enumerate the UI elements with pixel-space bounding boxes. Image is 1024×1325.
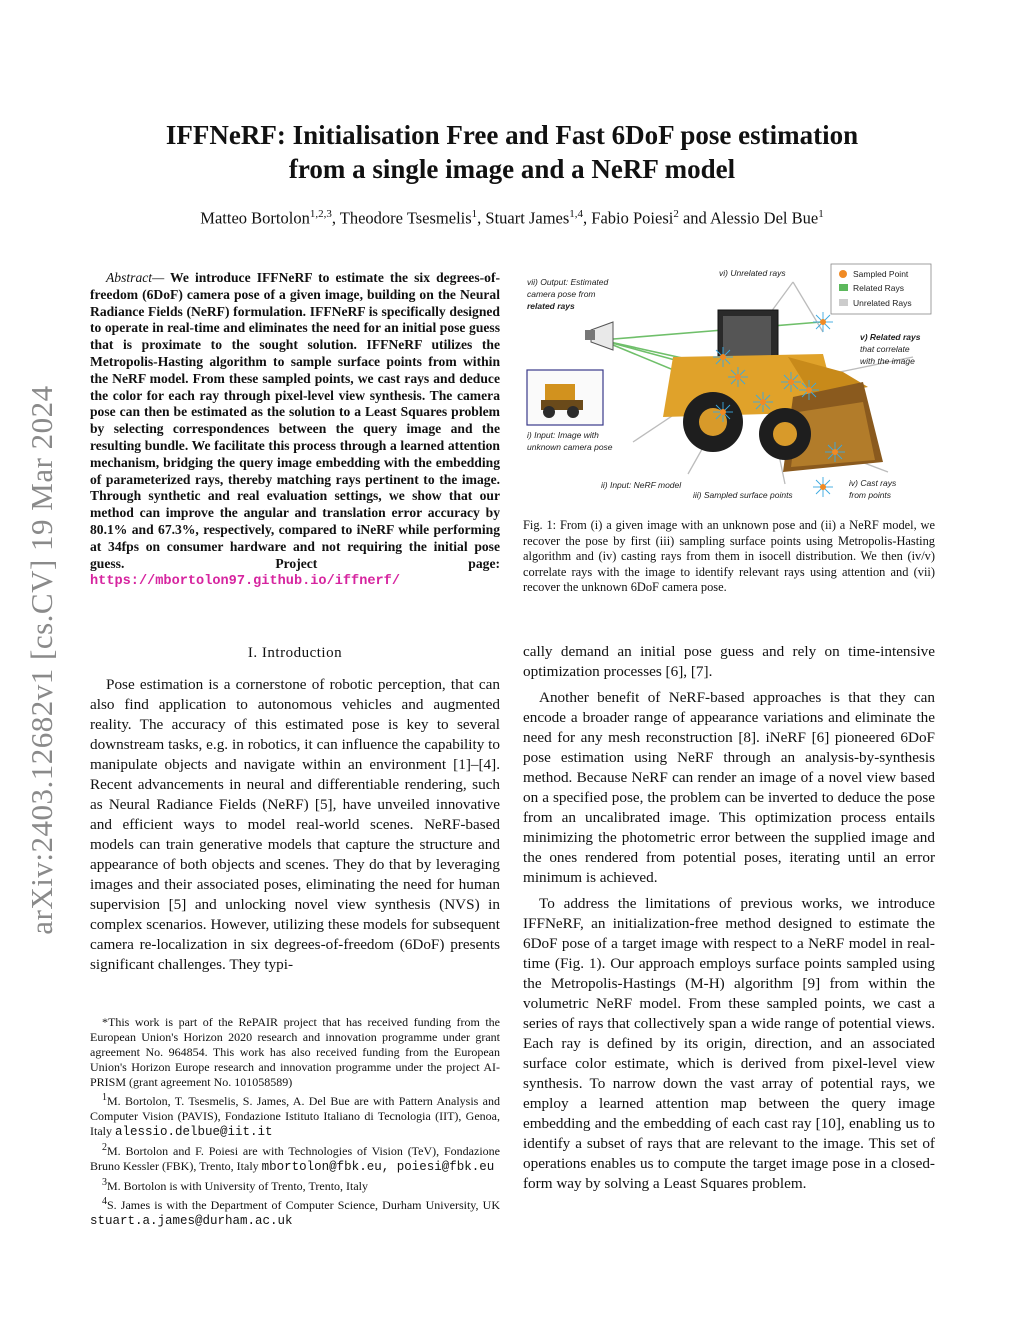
legend-label: Sampled Point — [853, 269, 909, 279]
camera-pose-icon — [585, 322, 613, 350]
label-output: vii) Output: Estimated — [527, 277, 609, 287]
title-line-1: IFFNeRF: Initialisation Free and Fast 6DoF pose estimation — [165, 120, 859, 150]
project-page-link[interactable]: https://mbortolon97.github.io/iffnerf/ — [90, 574, 400, 590]
arxiv-sidebar — [14, 330, 70, 990]
figure-legend — [831, 264, 931, 314]
wheel-loader-model — [663, 310, 883, 472]
footnote-mark: 2 — [102, 1142, 107, 1153]
arxiv-identifier: arXiv:2403.12682v1 [cs.CV] 19 Mar 2024 — [24, 385, 59, 935]
footnote-mark: 1 — [102, 1092, 107, 1103]
label-input-nerf: ii) Input: NeRF model — [601, 480, 682, 490]
footnote-funding: *This work is part of the RePAIR project that has received funding from the European Union's Horizon 2020 research and innovation programme under grant agreement No. 964854. This work has also received funding from the European Union's Horizon Europe research and innovation programme under the project AI-PRISM (grant agreement No. 101058589) — [90, 1015, 500, 1089]
label-sampled: iii) Sampled surface points — [693, 490, 793, 500]
legend-swatch-unrelated — [839, 299, 848, 306]
abstract: Abstract— We introduce IFFNeRF to estimate the six degrees-of-freedom (6DoF) camera pose of a given image, building on the Neural Radiance Fields (NeRF) formulation. IFFNeRF is specifically designed to operate in real-time and eliminates the need for an initial pose guess that is proximate to the sought solution. IFFNeRF utilizes the Metropolis-Hasting algorithm to sample surface points from within the NeRF model. From these sampled points, we cast rays and deduce the color for each ray through pixel-level view synthesis. The camera pose can then be estimated as the solution to a Least Squares problem by selecting correspondences between the query image and the resulting bundle. We facilitate this process through a learned attention mechanism, bridging the query image embedding with the embedding of parameterized rays, thereby matching rays pertinent to the image. Through synthetic and real evaluation settings, we show that our method can improve the angular and translation error accuracy by 80.1% and 67.3%, respectively, compared to iNeRF while performing at 34fps on consumer hardware and not requiring the initial pose guess. Project page: https://mbortolon97.github.io/iffnerf/ — [90, 270, 500, 590]
intro-right-column — [523, 642, 935, 1200]
footnote-mark: 4 — [102, 1196, 107, 1207]
email-link[interactable]: mbortolon@fbk.eu, poiesi@fbk.eu — [261, 1160, 495, 1174]
author-affiliation: 1,2,3 — [309, 208, 332, 220]
paper-title — [100, 118, 924, 186]
legend-swatch-related — [839, 284, 848, 291]
author-name: Theodore Tsesmelis — [339, 208, 472, 228]
legend-label: Unrelated Rays — [853, 298, 912, 308]
label-cast: from points — [849, 490, 892, 500]
footnote-affiliation-3: $^3$M. Bortolon is with University of Trento, Trento, Italy — [102, 1177, 369, 1193]
label-input-image: unknown camera pose — [527, 442, 613, 452]
figure-illustration — [523, 262, 935, 507]
author-name: Alessio Del Bue — [710, 208, 819, 228]
figure-1 — [523, 262, 935, 507]
footnote-affiliation-2: $^2$M. Bortolon and F. Poiesi are with Technologies of Vision (TeV), Fondazione Bruno Kessler (FBK), Trento, Italy mbortolon@fbk.eu, poiesi@fbk.eu — [90, 1142, 500, 1174]
author-affiliation: 1,4 — [569, 208, 584, 220]
footnote-affiliation-1: $^1$M. Bortolon, T. Tsesmelis, S. James, A. Del Bue are with Pattern Analysis and Computer Vision (PAVIS), Fondazione Istituto Italiano di Tecnologia (IIT), Genoa, Italy alessio.delbue@iit.it — [90, 1092, 500, 1139]
title-line-2: from a single image and a NeRF model — [288, 154, 736, 184]
author-name: Matteo Bortolon — [200, 208, 310, 228]
intro-left-column — [90, 675, 500, 975]
legend-swatch-sampled-point — [839, 270, 847, 278]
label-input-image: i) Input: Image with — [527, 430, 599, 440]
author-affiliation: 1 — [818, 208, 824, 220]
author-name: Fabio Poiesi — [591, 208, 674, 228]
footnotes — [90, 1015, 500, 1229]
email-link[interactable]: stuart.a.james@durham.ac.uk — [90, 1214, 293, 1228]
section-heading: I. Introduction — [247, 645, 343, 661]
author-name: Stuart James — [485, 208, 570, 228]
figure-caption: Fig. 1: From (i) a given image with an unknown pose and (ii) a NeRF model, we recover the pose by first (iii) sampling surface points using Metropolis-Hasting algorithm and (iv) casting rays from them in isocell distribution. We then (iv/v) correlate rays with the image to identify relevant rays using attention and (vii) recover the unknown 6DoF camera pose. — [523, 518, 935, 594]
footnote-mark: 3 — [102, 1177, 107, 1188]
author-list — [100, 208, 924, 229]
input-image-thumbnail — [527, 370, 603, 425]
paragraph: Another benefit of NeRF-based approaches is that they can encode a broader range of appearance variations and eliminate the need for any mesh reconstruction [8]. iNeRF [6] pioneered 6DoF pose estimation using NeRF through an analysis-by-synthesis method. Because NeRF can render an image of a novel view based on a specified pose, the problem can be inverted to deduce the pose from an uncalibrated image. This optimization process entails minimizing the photometric error between the supplied image and the ones rendered from potential poses, iterating until an error minimum is achieved. — [523, 689, 935, 886]
abstract-label: Abstract — [106, 270, 153, 285]
label-related: v) Related rays — [860, 332, 921, 342]
separator: , — [583, 208, 592, 228]
separator: and — [678, 208, 711, 228]
abstract-body: We introduce IFFNeRF to estimate the six degrees-of-freedom (6DoF) camera pose of a given image, building on the Neural Radiance Fields (NeRF) formulation. IFFNeRF is specifically designed to operate in real-time and eliminates the need for an initial pose guess that is proximate to the sought solution. IFFNeRF utilizes the Metropolis-Hasting algorithm to sample surface points from within the NeRF model. From these sampled points, we cast rays and deduce the color for each ray through pixel-level view synthesis. The camera pose can then be estimated as the solution to a Least Squares problem by selecting correspondences between the query image and the resulting bundle. We facilitate this process through a learned attention mechanism, bridging the query image embedding with the embedding of parameterized rays, thereby matching rays pertinent to the image. Through synthetic and real evaluation settings, we show that our method can improve the angular and translation error accuracy by 80.1% and 67.3%, respectively, compared to iNeRF while performing at 34fps on consumer hardware and not requiring the initial pose guess. Project page: — [90, 270, 500, 571]
footnote-affiliation-4: $^4$S. James is with the Department of Computer Science, Durham University, UK stuart.a.james@durham.ac.uk — [90, 1196, 500, 1228]
label-related: that correlate — [860, 344, 910, 354]
author-affiliation: 1 — [471, 208, 478, 220]
separator: , — [331, 208, 340, 228]
email-link[interactable]: alessio.delbue@iit.it — [115, 1125, 273, 1139]
paragraph: Pose estimation is a cornerstone of robotic perception, that can also find application to autonomous vehicles and augmented reality. The accuracy of this estimated pose is key to several downstream tasks, e.g. in robotics, it can influence the capability to manipulate objects and navigate within an environment [1]–[4]. Recent advancements in neural and differentiable rendering, such as Neural Radiance Fields (NeRF) [5], have unveiled innovative and efficient ways to model real-world scenes. NeRF-based models can train generative models that capture the structure and appearance of both objects and scenes. They do that by leveraging images and their associated poses, eliminating the need for human supervision [5] and unlocking novel view synthesis (NVS) in complex scenarios. However, utilizing these models for subsequent camera re-localization in six degrees-of-freedom (6DoF) presents significant challenges. They typi- — [90, 676, 500, 973]
author-affiliation: 2 — [673, 208, 679, 220]
legend-label: Related Rays — [853, 283, 905, 293]
label-related: with the image — [860, 356, 915, 366]
separator: , — [477, 208, 486, 228]
label-output: related rays — [527, 301, 575, 311]
label-unrelated: vi) Unrelated rays — [719, 268, 786, 278]
label-output: camera pose from — [527, 289, 596, 299]
paragraph: To address the limitations of previous works, we introduce IFFNeRF, an initialization-free method designed to estimate the 6DoF pose of a target image with respect to a NeRF model in real-time (Fig. 1). Our approach employs surface points sampled using the Metropolis-Hastings (M-H) algorithm [9] from within the volumetric NeRF model. From these sampled points, we cast a series of rays that collectively span a wide range of potential views. Each ray is defined by its origin, direction, and an associated surface color estimate, which is derived from pixel-level view synthesis. To narrow down the vast array of potential rays, we employ a learned attention map between the query image embedding and the embedding of each cast ray [10], enabling us to identify a subset of rays that are relevant to the image. This set of operations enables us to compute the target image pose in a closed-form way by solving a Least Squares problem. — [523, 895, 935, 1192]
paragraph: cally demand an initial pose guess and rely on time-intensive optimization processes [6], [7]. — [523, 643, 935, 680]
label-cast: iv) Cast rays — [849, 478, 897, 488]
